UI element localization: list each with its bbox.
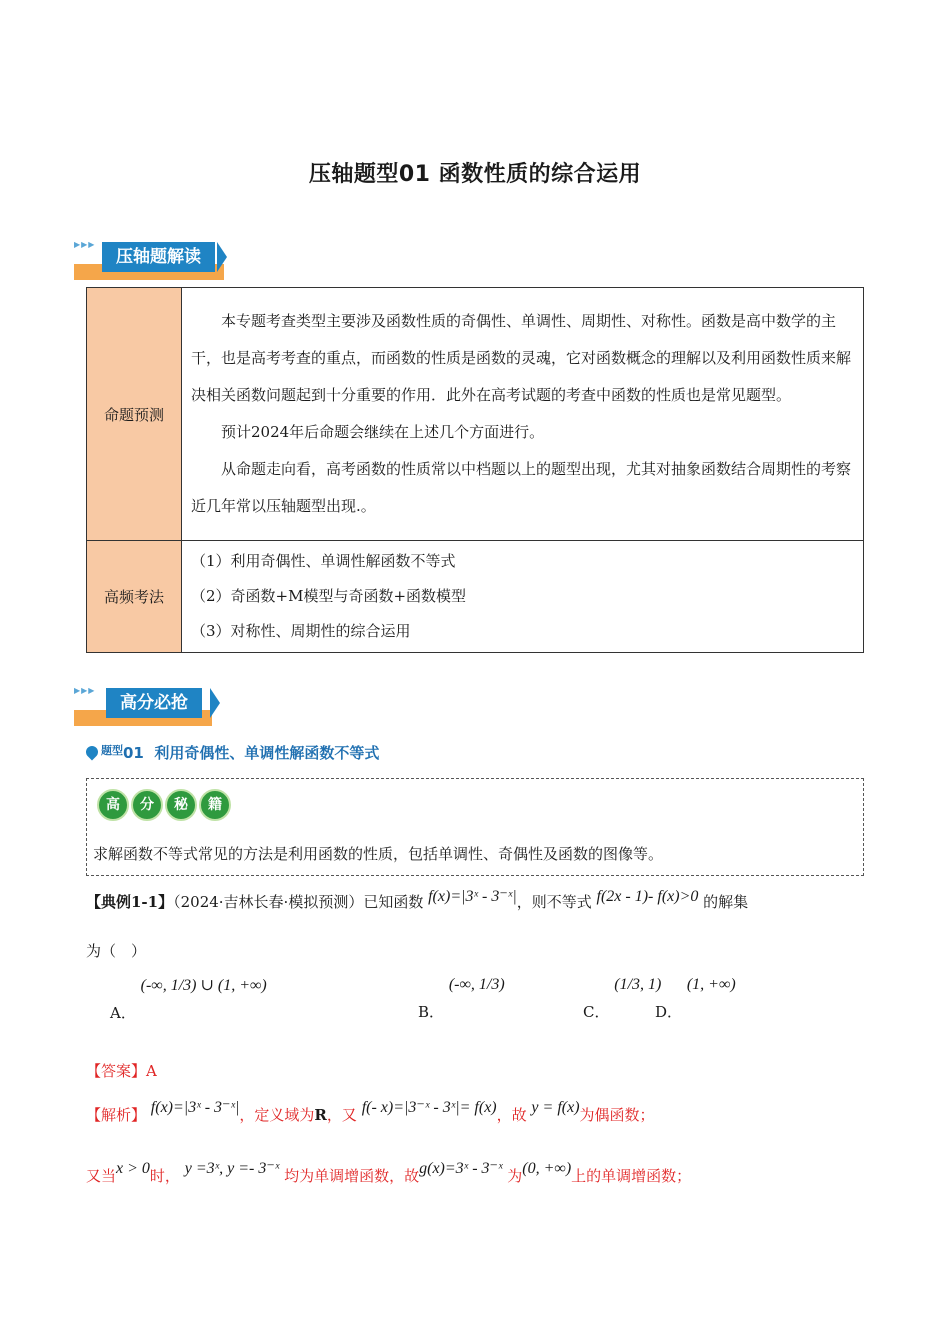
badge: 分 [131, 789, 163, 821]
badge: 高 [97, 789, 129, 821]
banner-label: 压轴题解读 [102, 242, 215, 272]
answer-line [86, 1060, 157, 1081]
list-item: （3）对称性、周期性的综合运用 [191, 622, 411, 640]
location-pin-icon [84, 744, 101, 761]
example-source: （2024·吉林长春·模拟预测）已知函数 [173, 893, 424, 911]
paragraph: 预计2024年后命题会继续在上述几个方面进行。 [221, 423, 545, 441]
option-d-value: (1, +∞) [686, 976, 736, 993]
answer-label: 【答案】 [86, 1062, 147, 1080]
tip-box [86, 778, 864, 876]
type-heading: $^{题型}$01 利用奇偶性、单调性解函数不等式 [86, 742, 379, 763]
badge: 秘 [165, 789, 197, 821]
row-body [182, 541, 864, 653]
option-a-value: (-∞, 1/3) ∪ (1, +∞) [140, 977, 267, 994]
option-c[interactable]: C． (1/3, 1) [583, 976, 662, 1021]
badge: 籍 [199, 789, 231, 821]
row-header: 高频考法 [87, 541, 182, 653]
banner-label: 高分必抢 [106, 688, 202, 718]
example-label: 【典例1-1】 [86, 893, 174, 911]
section-banner-interpretation [74, 240, 234, 284]
example-function: f(x)=|3ˣ - 3⁻ˣ| [428, 888, 517, 905]
arrow-icon: ▶▶▶ [74, 686, 96, 695]
option-b-value: (-∞, 1/3) [448, 976, 505, 993]
example-inequality: f(2x - 1)- f(x)>0 [596, 888, 699, 905]
analysis-line-2: 又当x > 0时， y =3ˣ, y =- 3⁻ˣ 均为单调增函数，故g(x)=3ˣ - 3⁻ˣ 为(0, +∞)上的单调增函数； [86, 1160, 692, 1185]
list-item: （1）利用奇偶性、单调性解函数不等式 [191, 552, 456, 570]
table-row [87, 541, 864, 653]
tip-badges [97, 789, 233, 821]
example-question-end: 为（ ） [86, 942, 147, 960]
table-row [87, 288, 864, 541]
row-header: 命题预测 [87, 288, 182, 541]
list-item: （2）奇函数+M模型与奇函数+函数模型 [191, 587, 467, 605]
example-question: 【典例1-1】（2024·吉林长春·模拟预测）已知函数 f(x)=|3ˣ - 3⁻ˣ|，则不等式 f(2x - 1)- f(x)>0 的解集 [86, 888, 749, 911]
section-banner-high-score [74, 686, 224, 730]
option-c-value: (1/3, 1) [614, 976, 662, 993]
answer-value: A [146, 1062, 157, 1080]
paragraph: 本专题考查类型主要涉及函数性质的奇偶性、单调性、周期性、对称性。函数是高中数学的主干，也是高考考查的重点，而函数的性质是函数的灵魂，它对函数概念的理解以及利用函数性质来解决相关函数问题起到十分重要的作用．此外在高考试题的考查中函数的性质也是常见题型。 [191, 312, 852, 404]
analysis-label: 【解析】 [86, 1106, 147, 1124]
arrow-icon: ▶▶▶ [74, 240, 96, 249]
option-d[interactable]: D． (1, +∞) [655, 976, 736, 1021]
page-title: 压轴题型01 函数性质的综合运用 [308, 162, 642, 187]
option-b[interactable]: B． (-∞, 1/3) [418, 976, 505, 1021]
banner-tail [210, 688, 220, 718]
option-a[interactable]: A． (-∞, 1/3) ∪ (1, +∞) [110, 977, 267, 1022]
analysis-line-1: 【解析】 f(x)=|3ˣ - 3⁻ˣ|，定义域为R，又 f(- x)=|3⁻ˣ - 3ˣ|= f(x)，故 y = f(x)为偶函数； [86, 1099, 655, 1124]
paragraph: 从命题走向看，高考函数的性质常以中档题以上的题型出现，尤其对抽象函数结合周期性的考察近几年常以压轴题型出现.。 [191, 460, 852, 515]
info-table [86, 287, 864, 653]
tip-text: 求解函数不等式常见的方法是利用函数的性质，包括单调性、奇偶性及函数的图像等。 [93, 845, 664, 863]
row-body [182, 288, 864, 541]
banner-tail [217, 242, 227, 272]
